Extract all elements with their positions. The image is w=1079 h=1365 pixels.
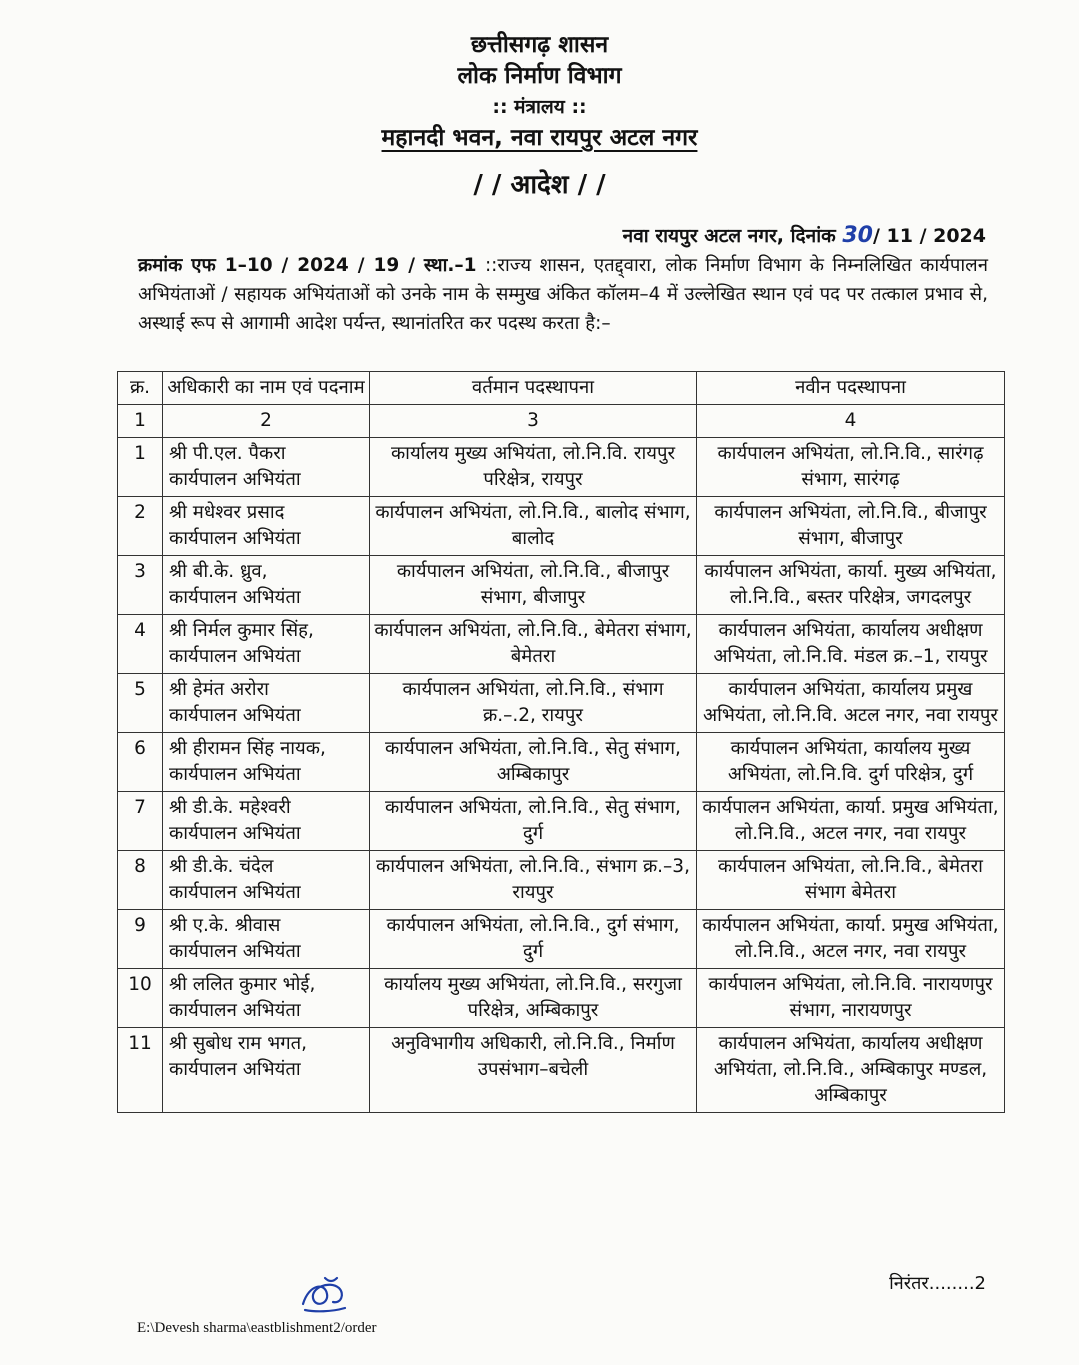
row-officer bbox=[163, 969, 370, 1028]
handwritten-day: 30 bbox=[842, 223, 873, 248]
officer-designation: कार्यपालन अभियंता bbox=[169, 882, 301, 903]
officer-designation: कार्यपालन अभियंता bbox=[169, 587, 301, 608]
officer-designation: कार्यपालन अभियंता bbox=[169, 1000, 301, 1021]
officer-name: श्री डी.के. चंदेल bbox=[169, 856, 274, 877]
order-title: / / आदेश / / bbox=[473, 170, 606, 200]
officer-designation: कार्यपालन अभियंता bbox=[169, 646, 301, 667]
officer-name: श्री पी.एल. पैकरा bbox=[169, 443, 286, 464]
row-sn: 7 bbox=[118, 792, 163, 851]
office-address: महानदी भवन, नवा रायपुर अटल नगर bbox=[381, 125, 698, 151]
officer-name: श्री बी.के. ध्रुव, bbox=[169, 561, 268, 582]
row-officer bbox=[163, 733, 370, 792]
col-num-3: 3 bbox=[370, 405, 697, 438]
row-new-posting: कार्यपालन अभियंता, लो.नि.वि., बेमेतरा संभाग बेमेतरा bbox=[697, 851, 1005, 910]
row-officer bbox=[163, 910, 370, 969]
officer-designation: कार्यपालन अभियंता bbox=[169, 823, 301, 844]
table-row bbox=[118, 969, 1005, 1028]
row-new-posting: कार्यपालन अभियंता, लो.नि.वि., सारंगढ़ संभाग, सारंगढ़ bbox=[697, 438, 1005, 497]
col-num-2: 2 bbox=[163, 405, 370, 438]
officer-name: श्री ए.के. श्रीवास bbox=[169, 915, 281, 936]
officer-name: श्री मधेश्वर प्रसाद bbox=[169, 502, 285, 523]
col-num-1: 1 bbox=[118, 405, 163, 438]
row-new-posting: कार्यपालन अभियंता, कार्या. मुख्य अभियंता, लो.नि.वि., बस्तर परिक्षेत्र, जगदलपुर bbox=[697, 556, 1005, 615]
row-sn: 2 bbox=[118, 497, 163, 556]
table-header-row bbox=[118, 372, 1005, 405]
continued-note: निरंतर........2 bbox=[889, 1273, 986, 1294]
row-officer bbox=[163, 438, 370, 497]
row-new-posting: कार्यपालन अभियंता, कार्यालय अधीक्षण अभियंता, लो.नि.वि. मंडल क्र.–1, रायपुर bbox=[697, 615, 1005, 674]
order-number: क्रमांक एफ 1–10 / 2024 / 19 / स्था.–1 bbox=[138, 255, 477, 276]
table-body bbox=[118, 438, 1005, 1113]
row-current-posting: कार्यपालन अभियंता, लो.नि.वि., बालोद संभाग, बालोद bbox=[370, 497, 697, 556]
govt-name: छत्तीसगढ़ शासन bbox=[470, 32, 609, 58]
header-current-posting: वर्तमान पदस्थापना bbox=[370, 372, 697, 405]
row-officer bbox=[163, 851, 370, 910]
officer-designation: कार्यपालन अभियंता bbox=[169, 764, 301, 785]
row-officer bbox=[163, 556, 370, 615]
table-row bbox=[118, 851, 1005, 910]
row-new-posting: कार्यपालन अभियंता, लो.नि.वि. नारायणपुर संभाग, नारायणपुर bbox=[697, 969, 1005, 1028]
date-rest: / 11 / 2024 bbox=[872, 225, 986, 247]
row-current-posting: कार्यपालन अभियंता, लो.नि.वि., दुर्ग संभाग, दुर्ग bbox=[370, 910, 697, 969]
header-name: अधिकारी का नाम एवं पदनाम bbox=[163, 372, 370, 405]
row-new-posting: कार्यपालन अभियंता, कार्यालय प्रमुख अभियंता, लो.नि.वि. अटल नगर, नवा रायपुर bbox=[697, 674, 1005, 733]
officer-designation: कार्यपालन अभियंता bbox=[169, 1059, 301, 1080]
letterhead bbox=[0, 30, 1079, 154]
table-row bbox=[118, 792, 1005, 851]
place-text: नवा रायपुर अटल नगर, दिनांक bbox=[622, 225, 843, 247]
row-new-posting: कार्यपालन अभियंता, कार्यालय मुख्य अभियंता, लो.नि.वि. दुर्ग परिक्षेत्र, दुर्ग bbox=[697, 733, 1005, 792]
row-current-posting: कार्यपालन अभियंता, लो.नि.वि., संभाग क्र.–3, रायपुर bbox=[370, 851, 697, 910]
signature-mark bbox=[295, 1274, 355, 1314]
table-row bbox=[118, 556, 1005, 615]
row-sn: 8 bbox=[118, 851, 163, 910]
header-sn: क्र. bbox=[118, 372, 163, 405]
ministry-label: :: मंत्रालय :: bbox=[492, 96, 587, 118]
col-num-4: 4 bbox=[697, 405, 1005, 438]
table-row bbox=[118, 438, 1005, 497]
file-path: E:\Devesh sharma\eastblishment2/order bbox=[137, 1320, 377, 1336]
row-new-posting: कार्यपालन अभियंता, कार्या. प्रमुख अभियंता, लो.नि.वि., अटल नगर, नवा रायपुर bbox=[697, 910, 1005, 969]
row-sn: 9 bbox=[118, 910, 163, 969]
order-text: ::राज्य शासन, एतद्द्वारा, लोक निर्माण विभाग के निम्नलिखित कार्यपालन अभियंताओं / सहायक अभियंताओं को उनके नाम के सम्मुख अंकित कॉलम–4 में उल्लेखित स्थान एवं पद पर तत्काल प्रभाव से, अस्थाई रूप से आगामी आदेश पर्यन्त, स्थानांतरित कर पदस्थ करता है:– bbox=[138, 255, 988, 334]
row-officer bbox=[163, 497, 370, 556]
officer-name: श्री सुबोध राम भगत, bbox=[169, 1033, 308, 1054]
table-row bbox=[118, 615, 1005, 674]
row-officer bbox=[163, 615, 370, 674]
officer-name: श्री डी.के. महेश्वरी bbox=[169, 797, 291, 818]
row-sn: 10 bbox=[118, 969, 163, 1028]
row-current-posting: कार्यालय मुख्य अभियंता, लो.नि.वि. रायपुर परिक्षेत्र, रायपुर bbox=[370, 438, 697, 497]
table-row bbox=[118, 674, 1005, 733]
row-sn: 6 bbox=[118, 733, 163, 792]
transfer-table bbox=[117, 371, 1005, 1113]
row-sn: 3 bbox=[118, 556, 163, 615]
header-new-posting: नवीन पदस्थापना bbox=[697, 372, 1005, 405]
row-current-posting: कार्यालय मुख्य अभियंता, लो.नि.वि., सरगुजा परिक्षेत्र, अम्बिकापुर bbox=[370, 969, 697, 1028]
table-row bbox=[118, 1028, 1005, 1113]
row-current-posting: अनुविभागीय अधिकारी, लो.नि.वि., निर्माण उपसंभाग–बचेली bbox=[370, 1028, 697, 1113]
row-sn: 4 bbox=[118, 615, 163, 674]
row-new-posting: कार्यपालन अभियंता, लो.नि.वि., बीजापुर संभाग, बीजापुर bbox=[697, 497, 1005, 556]
column-number-row bbox=[118, 405, 1005, 438]
order-body bbox=[138, 251, 988, 338]
officer-designation: कार्यपालन अभियंता bbox=[169, 705, 301, 726]
row-new-posting: कार्यपालन अभियंता, कार्या. प्रमुख अभियंता, लो.नि.वि., अटल नगर, नवा रायपुर bbox=[697, 792, 1005, 851]
row-officer bbox=[163, 792, 370, 851]
row-sn: 5 bbox=[118, 674, 163, 733]
row-current-posting: कार्यपालन अभियंता, लो.नि.वि., सेतु संभाग, अम्बिकापुर bbox=[370, 733, 697, 792]
row-officer bbox=[163, 674, 370, 733]
officer-name: श्री हीरामन सिंह नायक, bbox=[169, 738, 326, 759]
officer-designation: कार्यपालन अभियंता bbox=[169, 469, 301, 490]
officer-designation: कार्यपालन अभियंता bbox=[169, 528, 301, 549]
table-row bbox=[118, 497, 1005, 556]
row-current-posting: कार्यपालन अभियंता, लो.नि.वि., सेतु संभाग, दुर्ग bbox=[370, 792, 697, 851]
row-sn: 1 bbox=[118, 438, 163, 497]
table-row bbox=[118, 733, 1005, 792]
department-name: लोक निर्माण विभाग bbox=[457, 63, 622, 89]
place-date bbox=[623, 222, 986, 248]
row-sn: 11 bbox=[118, 1028, 163, 1113]
table-row bbox=[118, 910, 1005, 969]
officer-name: श्री हेमंत अरोरा bbox=[169, 679, 269, 700]
row-current-posting: कार्यपालन अभियंता, लो.नि.वि., संभाग क्र.–.2, रायपुर bbox=[370, 674, 697, 733]
officer-designation: कार्यपालन अभियंता bbox=[169, 941, 301, 962]
row-current-posting: कार्यपालन अभियंता, लो.नि.वि., बीजापुर संभाग, बीजापुर bbox=[370, 556, 697, 615]
row-current-posting: कार्यपालन अभियंता, लो.नि.वि., बेमेतरा संभाग, बेमेतरा bbox=[370, 615, 697, 674]
row-new-posting: कार्यपालन अभियंता, कार्यालय अधीक्षण अभियंता, लो.नि.वि., अम्बिकापुर मण्डल, अम्बिकापुर bbox=[697, 1028, 1005, 1113]
officer-name: श्री ललित कुमार भोई, bbox=[169, 974, 316, 995]
officer-name: श्री निर्मल कुमार सिंह, bbox=[169, 620, 314, 641]
row-officer bbox=[163, 1028, 370, 1113]
